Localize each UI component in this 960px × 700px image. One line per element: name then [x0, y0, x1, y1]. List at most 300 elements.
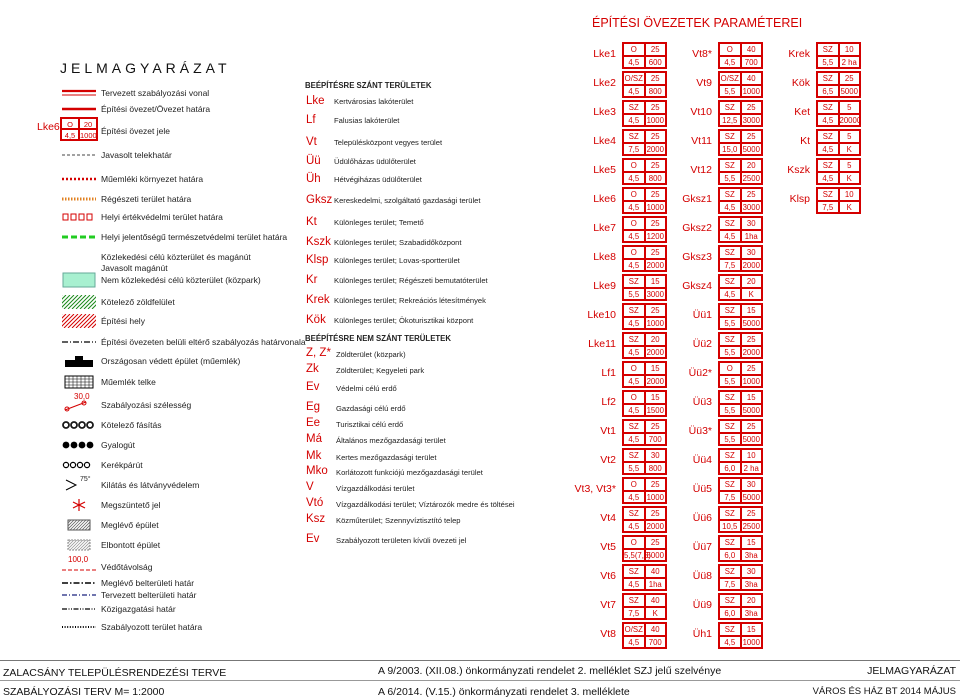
param-cell: 700: [645, 433, 667, 446]
param-cell: 2000: [645, 520, 667, 533]
param-box: [718, 100, 763, 127]
param-cell: SZ: [623, 507, 645, 520]
param-cell: O: [623, 217, 645, 230]
param-cell: 40: [645, 594, 667, 607]
param-cell: SZ: [719, 391, 741, 404]
param-cell: 10: [839, 43, 861, 56]
param-cell: SZ: [817, 159, 839, 172]
param-cell: 15: [741, 304, 763, 317]
param-cell: 25: [645, 159, 667, 172]
zone-desc: Korlátozott funkciójú mezőgazdasági terület: [336, 468, 483, 477]
param-code: Üü7: [692, 541, 712, 553]
param-box: [718, 419, 763, 446]
footer-scale: SZABÁLYOZÁSI TERV M= 1:2000: [3, 686, 165, 698]
zone-desc: Kereskedelmi, szolgáltató gazdasági terület: [334, 196, 481, 205]
black-dashdot-symbol-icon: [62, 335, 96, 349]
param-cell: 1000: [741, 375, 763, 388]
zone-desc: Kertvárosias lakóterület: [334, 97, 414, 106]
param-cell: SZ: [719, 594, 741, 607]
param-cell: 10,5: [719, 520, 741, 533]
param-cell: SZ: [817, 43, 839, 56]
param-cell: 1200: [645, 230, 667, 243]
zone-code: Vt: [306, 136, 317, 148]
mint-box-symbol-icon: [62, 273, 96, 287]
param-cell: 15: [741, 623, 763, 636]
param-cell: 7,5: [817, 201, 839, 214]
param-cell: 5000: [741, 433, 763, 446]
param-cell: 2000: [741, 346, 763, 359]
width-value-label: 30,0: [74, 392, 90, 401]
param-code: Üü9: [692, 599, 712, 611]
legend-item-label: Szabályozott terület határa: [101, 622, 203, 632]
param-cell: 10: [839, 188, 861, 201]
param-cell: 3000: [645, 288, 667, 301]
green-circles-symbol-icon: [62, 418, 96, 432]
param-cell: O: [623, 478, 645, 491]
param-cell: 4,5: [623, 56, 645, 69]
param-cell: 4,5: [623, 114, 645, 127]
param-cell: 5000: [741, 491, 763, 504]
param-cell: 25: [645, 130, 667, 143]
param-code: Gksz2: [682, 222, 712, 234]
param-cell: 800: [645, 85, 667, 98]
param-cell: K: [645, 607, 667, 620]
protect-value-label: 100,0: [68, 555, 89, 564]
param-cell: SZ: [623, 333, 645, 346]
param-cell: SZ: [719, 217, 741, 230]
param-cell: 25: [645, 536, 667, 549]
red-double-line-symbol-icon: [62, 86, 96, 100]
param-cell: 20: [741, 275, 763, 288]
param-box: [718, 274, 763, 301]
param-cell: 7,5: [719, 578, 741, 591]
param-box: [718, 303, 763, 330]
param-box: [718, 535, 763, 562]
view-value-label: 75°: [80, 476, 91, 483]
param-cell: 25: [645, 217, 667, 230]
param-cell: 30: [741, 565, 763, 578]
param-cell: 4,5: [719, 201, 741, 214]
param-cell: 20: [741, 159, 763, 172]
param-cell: 15: [741, 536, 763, 549]
param-cell: 4,5: [623, 259, 645, 272]
zone-code: Krek: [306, 294, 330, 306]
param-cell: 4,5: [623, 404, 645, 417]
zone-code: Zk: [306, 363, 319, 375]
param-cell: O: [623, 159, 645, 172]
green-hatch-symbol-icon: [62, 295, 96, 309]
param-cell: O: [719, 362, 741, 375]
param-box: [718, 332, 763, 359]
param-cell: 15,0: [719, 143, 741, 156]
param-cell: SZ: [623, 420, 645, 433]
param-code: Lke6: [593, 193, 616, 205]
param-cell: 5: [839, 159, 861, 172]
zone-sign-cell: O: [61, 118, 79, 129]
param-cell: 40: [741, 43, 763, 56]
param-cell: 4,5: [719, 288, 741, 301]
open-circles-symbol-icon: [62, 458, 96, 472]
param-cell: SZ: [719, 333, 741, 346]
param-code: Lke4: [593, 135, 616, 147]
red-boxes-symbol-icon: [62, 210, 96, 224]
param-code: Lke11: [588, 338, 616, 350]
param-code: Kszk: [787, 164, 810, 176]
legend-item-label: Műemléki környezet határa: [101, 174, 204, 184]
zone-desc: Különleges terület; Ökoturisztikai központ: [334, 316, 474, 325]
param-code: Vt11: [691, 135, 712, 147]
param-cell: SZ: [719, 623, 741, 636]
param-cell: 4,5: [623, 375, 645, 388]
param-code: Vt8*: [692, 48, 712, 60]
param-code: Lf2: [601, 396, 616, 408]
param-cell: 40: [645, 565, 667, 578]
param-box: [816, 42, 861, 69]
zone-code: Lke: [306, 95, 325, 107]
footer-decree-1: A 9/2003. (XII.08.) önkormányzati rendelet 2. melléklet SZJ jelű szelvénye: [378, 665, 722, 677]
legend-item-label: Tervezett szabályozási vonal: [101, 88, 210, 98]
param-cell: 5,5: [623, 462, 645, 475]
legend-item-label: Kilátás és látványvédelem: [101, 480, 200, 490]
param-cell: SZ: [817, 101, 839, 114]
footer-credit: VÁROS ÉS HÁZ BT 2014 MÁJUS: [812, 686, 956, 697]
param-cell: SZ: [719, 130, 741, 143]
param-box: [718, 361, 763, 388]
param-cell: 600: [645, 56, 667, 69]
param-cell: O: [623, 536, 645, 549]
param-cell: SZ: [719, 101, 741, 114]
legend-item-label: Kerékpárút: [101, 460, 143, 470]
zone-code: Z, Z*: [306, 347, 331, 359]
legend-item-label: Kötelező fásítás: [101, 420, 162, 430]
param-cell: 3ha: [741, 607, 763, 620]
param-cell: 25: [645, 43, 667, 56]
zone-desc: Általános mezőgazdasági terület: [336, 436, 446, 445]
param-cell: 5,5: [719, 375, 741, 388]
param-cell: 1000: [645, 114, 667, 127]
legend-title: JELMAGYARÁZAT: [60, 60, 231, 76]
param-cell: 20000: [839, 115, 862, 125]
param-cell: 3000: [741, 201, 763, 214]
zone-desc: Gazdasági célú erdő: [336, 404, 406, 413]
zone-desc: Zöldterület (közpark): [336, 350, 406, 359]
param-box: [816, 187, 861, 214]
param-cell: 1ha: [741, 230, 763, 243]
param-cell: 2 ha: [839, 56, 861, 69]
param-cell: SZ: [817, 72, 839, 85]
param-cell: 4,5: [623, 346, 645, 359]
param-cell: 40: [645, 623, 667, 636]
legend-item-label: Elbontott épület: [101, 540, 161, 550]
param-code: Vt4: [600, 512, 616, 524]
param-code: Vt7: [600, 599, 616, 611]
param-cell: 4,5: [623, 317, 645, 330]
param-cell: SZ: [719, 449, 741, 462]
zone-code: Lf: [306, 114, 316, 126]
param-cell: 3000: [741, 114, 763, 127]
param-code: Üh1: [692, 628, 712, 640]
zone-desc: Vízgazdálkodási terület; Víztározók medre és töltései: [336, 500, 515, 509]
zone-desc: Különleges terület; Szabadidőközpont: [334, 238, 462, 247]
param-cell: O/SZ: [720, 74, 739, 83]
zone-desc: Különleges terület; Rekreációs létesítmények: [334, 296, 486, 305]
param-code: Lke9: [593, 280, 616, 292]
zone-desc: Falusias lakóterület: [334, 116, 400, 125]
param-cell: 20: [645, 333, 667, 346]
param-box: [816, 129, 861, 156]
param-box: [718, 390, 763, 417]
zone-desc: Turisztikai célú erdő: [336, 420, 404, 429]
param-code: Klsp: [789, 193, 810, 205]
param-cell: 6,0: [719, 549, 741, 562]
param-cell: 6,5: [817, 85, 839, 98]
param-box: [718, 506, 763, 533]
zone-desc: Vízgazdálkodási terület: [336, 484, 415, 493]
legend-item-label: Nem közlekedési célú közterület (közpark): [101, 275, 261, 285]
param-cell: K: [839, 172, 861, 185]
param-cell: 25: [741, 130, 763, 143]
param-code: Vt12: [690, 164, 712, 176]
legend-item-label: Védőtávolság: [101, 562, 153, 572]
footer-top-line: [0, 660, 960, 661]
param-cell: 5,5: [719, 404, 741, 417]
param-cell: 2500: [741, 520, 763, 533]
legend-item-label: Tervezett belterületi határ: [101, 590, 197, 600]
param-cell: 1000: [645, 491, 667, 504]
param-cell: O: [719, 43, 741, 56]
param-cell: 6,0: [719, 462, 741, 475]
gray-hatch2-symbol-icon: [62, 538, 96, 552]
param-cell: 5000: [645, 549, 667, 562]
param-cell: 5,5: [719, 172, 741, 185]
param-cell: 40: [741, 72, 763, 85]
param-cell: 4,5: [623, 172, 645, 185]
param-cell: 4,5: [719, 230, 741, 243]
orange-dots-symbol-icon: [62, 192, 96, 206]
param-code: Kt: [800, 135, 810, 147]
zone-desc: Zöldterület; Kegyeleti park: [336, 366, 425, 375]
zone-desc: Különleges terület; Régészeti bemutatóterület: [334, 276, 488, 285]
param-box: [718, 622, 763, 649]
param-cell: 5,5: [719, 85, 741, 98]
param-cell: 5,5: [719, 433, 741, 446]
legend-item-label: Kötelező zöldfelület: [101, 297, 175, 307]
param-cell: O: [623, 188, 645, 201]
param-cell: 2500: [741, 172, 763, 185]
black-circles-symbol-icon: [62, 438, 96, 452]
legend-item-label: Országosan védett épület (műemlék): [101, 356, 241, 366]
param-cell: 25: [741, 362, 763, 375]
zone-code: Kök: [306, 314, 326, 326]
zone-code: Mk: [306, 450, 322, 462]
param-box: [718, 129, 763, 156]
param-cell: SZ: [817, 188, 839, 201]
param-box: [816, 158, 861, 185]
param-code: Kök: [791, 77, 810, 89]
dashdot2-symbol-icon: [62, 588, 96, 602]
param-box: [718, 448, 763, 475]
param-cell: 12,5: [719, 114, 741, 127]
param-box: [718, 564, 763, 591]
param-code: Lf1: [601, 367, 616, 379]
dashdotdot-symbol-icon: [62, 602, 96, 616]
black-building-symbol-icon: [62, 354, 96, 368]
footer-decree-2: A 6/2014. (V.15.) önkormányzati rendelet 3. melléklete: [378, 686, 630, 698]
gray-hatch-symbol-icon: [62, 518, 96, 532]
legend-item-label: Helyi értékvédelmi terület határa: [101, 212, 223, 222]
zone-code: Gksz: [306, 194, 333, 206]
param-cell: 2000: [645, 346, 667, 359]
legend-item-label: Műemlék telke: [101, 377, 156, 387]
param-cell: 25: [645, 188, 667, 201]
legend-item-label: Közigazgatási határ: [101, 604, 176, 614]
param-cell: 25: [741, 188, 763, 201]
param-box: [718, 593, 763, 620]
param-cell: 700: [741, 56, 763, 69]
param-cell: 3ha: [741, 578, 763, 591]
param-cell: 30: [741, 217, 763, 230]
param-cell: 25: [645, 304, 667, 317]
param-cell: K: [839, 201, 861, 214]
zone-desc: Különleges terület; Temető: [334, 218, 424, 227]
zone-code: Mko: [306, 465, 328, 477]
zone-code: Ev: [306, 533, 320, 545]
param-cell: SZ: [719, 420, 741, 433]
param-code: Vt9: [696, 77, 712, 89]
zone-code: Eg: [306, 401, 321, 413]
param-cell: 4,5: [623, 201, 645, 214]
param-cell: 30: [741, 246, 763, 259]
param-code: Gksz4: [682, 280, 712, 292]
zone-code: Klsp: [306, 254, 329, 266]
param-cell: 10: [741, 449, 763, 462]
zone-sign-cell: 20: [79, 118, 97, 129]
param-code: Üü2: [692, 338, 712, 350]
param-cell: SZ: [719, 565, 741, 578]
param-cell: O: [623, 391, 645, 404]
param-cell: 1ha: [645, 578, 667, 591]
param-cell: O/SZ: [624, 74, 643, 83]
param-cell: 5,5: [719, 346, 741, 359]
param-cell: 2000: [741, 259, 763, 272]
param-cell: 25: [741, 420, 763, 433]
param-code: Üü8: [692, 570, 712, 582]
legend-item-label: Építési övezet jele: [101, 126, 170, 136]
zone-desc: Településközpont vegyes terület: [334, 138, 443, 147]
legend-item-label: Szabályozási szélesség: [101, 400, 192, 410]
zone-code: Ev: [306, 381, 320, 393]
legend-item-label: Helyi jelentőségű természetvédelmi terület határa: [101, 232, 288, 242]
param-cell: 25: [645, 478, 667, 491]
param-code: Lke2: [593, 77, 616, 89]
param-cell: 1000: [741, 85, 763, 98]
param-cell: O: [623, 362, 645, 375]
param-code: Üü3*: [688, 425, 712, 437]
param-code: Vt5: [600, 541, 616, 553]
param-box: [816, 71, 861, 98]
param-cell: 700: [645, 636, 667, 649]
param-cell: O: [623, 43, 645, 56]
param-cell: 25: [645, 420, 667, 433]
param-cell: 800: [645, 172, 667, 185]
param-code: Lke3: [593, 106, 616, 118]
zone-sign-cell: 4,5: [61, 129, 79, 140]
param-cell: 15: [645, 391, 667, 404]
param-cell: 5000: [741, 143, 763, 156]
zone-code: Üh: [306, 173, 321, 185]
zone-sign-code: Lke6: [37, 121, 60, 133]
param-cell: 1000: [645, 201, 667, 214]
red-dots-symbol-icon: [62, 172, 96, 186]
param-cell: K: [741, 288, 763, 301]
param-cell: 15: [741, 391, 763, 404]
param-code: Lke10: [587, 309, 616, 321]
param-box: [718, 71, 763, 98]
param-code: Lke1: [593, 48, 616, 60]
param-cell: 4,5: [817, 172, 839, 185]
param-cell: 5000: [741, 404, 763, 417]
param-code: Vt1: [600, 425, 616, 437]
param-cell: 5,5: [623, 288, 645, 301]
legend-item-label: Javasolt magánút: [101, 263, 168, 273]
building-zones-title: BEÉPÍTÉSRE SZÁNT TERÜLETEK: [305, 81, 432, 90]
zone-code: Vtó: [306, 497, 324, 509]
param-code: Ket: [794, 106, 810, 118]
footer-mid-line: [0, 680, 960, 681]
param-code: Vt6: [600, 570, 616, 582]
param-cell: 4,5: [623, 636, 645, 649]
param-cell: 7,5: [623, 143, 645, 156]
param-cell: SZ: [817, 130, 839, 143]
dotted-symbol-icon: [62, 620, 96, 634]
grid-box-symbol-icon: [62, 375, 96, 389]
param-cell: 2000: [645, 375, 667, 388]
green-dash-symbol-icon: [62, 230, 96, 244]
param-cell: 4,5: [623, 578, 645, 591]
param-code: Üü5: [692, 483, 712, 495]
param-box: [718, 187, 763, 214]
param-code: Lke5: [593, 164, 616, 176]
zone-desc: Különleges terület; Lovas-sportterület: [334, 256, 460, 265]
param-cell: 7,5: [719, 259, 741, 272]
param-cell: 1500: [645, 404, 667, 417]
zone-code: Kr: [306, 274, 318, 286]
param-cell: SZ: [623, 449, 645, 462]
zone-code: V: [306, 481, 314, 493]
param-code: Üü6: [692, 512, 712, 524]
param-cell: 5000: [839, 85, 861, 98]
param-cell: SZ: [623, 565, 645, 578]
footer-sheet-title: JELMAGYARÁZAT: [867, 665, 956, 677]
param-cell: 2000: [645, 259, 667, 272]
param-cell: 4,5: [623, 491, 645, 504]
param-cell: 4,5: [623, 520, 645, 533]
param-cell: 7,5: [623, 607, 645, 620]
param-cell: 25: [645, 246, 667, 259]
red-hatch-symbol-icon: [62, 314, 96, 328]
legend-item-label: Javasolt telekhatár: [101, 150, 172, 160]
param-cell: SZ: [623, 275, 645, 288]
param-cell: SZ: [719, 246, 741, 259]
param-code: Gksz3: [682, 251, 712, 263]
legend-item-label: Építési övezet/Övezet határa: [101, 104, 211, 114]
param-cell: 1000: [645, 317, 667, 330]
param-cell: 4,5: [623, 230, 645, 243]
legend-item-label: Építési övezeten belüli eltérő szabályozás határvonala: [101, 337, 306, 347]
param-cell: 4,5: [817, 114, 839, 127]
param-cell: 25: [645, 72, 667, 85]
legend-item-label: Gyalogút: [101, 440, 136, 450]
